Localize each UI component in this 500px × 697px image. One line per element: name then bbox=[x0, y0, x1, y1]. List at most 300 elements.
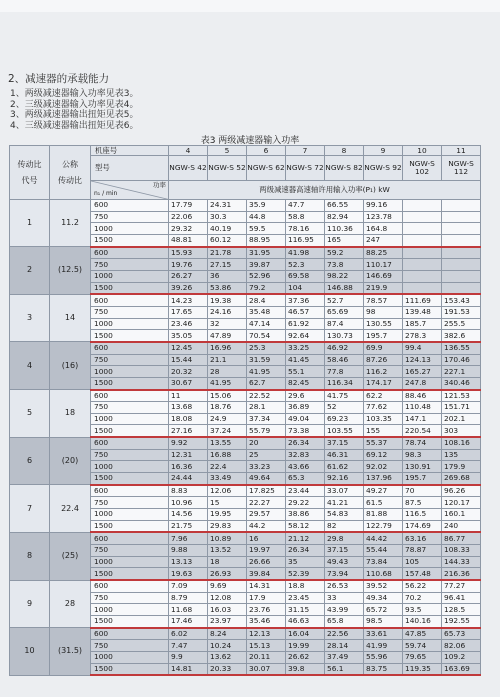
power-value-cell: 55.44 bbox=[364, 545, 403, 557]
power-value-cell: 87.5 bbox=[403, 497, 442, 509]
power-value-cell: 73.38 bbox=[286, 425, 325, 437]
power-value-cell: 219.9 bbox=[364, 282, 403, 294]
speed-cell: 1000 bbox=[91, 413, 169, 425]
power-value-cell: 62.2 bbox=[364, 390, 403, 402]
power-value-cell: 31.59 bbox=[247, 354, 286, 366]
power-value-cell: 70.2 bbox=[403, 592, 442, 604]
power-value-cell: 53.86 bbox=[208, 282, 247, 294]
power-value-cell: 92.64 bbox=[286, 330, 325, 342]
power-value-cell: 25.3 bbox=[247, 342, 286, 354]
nominal-header-line2: 传动比 bbox=[58, 175, 82, 185]
model-name: NGW-S 112 bbox=[442, 156, 481, 181]
power-value-cell: 111.69 bbox=[403, 294, 442, 306]
power-value-cell: 12.13 bbox=[247, 628, 286, 640]
power-value-cell: 33 bbox=[325, 592, 364, 604]
table-row bbox=[10, 485, 481, 497]
power-value-cell: 27.15 bbox=[208, 259, 247, 271]
power-value-cell: 14.56 bbox=[169, 509, 208, 521]
frame-number: 7 bbox=[286, 146, 325, 156]
speed-cell: 600 bbox=[91, 294, 169, 306]
power-value-cell: 130.91 bbox=[403, 461, 442, 473]
power-value-cell bbox=[442, 270, 481, 282]
power-value-cell: 99.4 bbox=[403, 342, 442, 354]
ratio-code-cell: 5 bbox=[10, 390, 50, 438]
nominal-ratio-cell: 11.2 bbox=[50, 200, 91, 247]
power-value-cell: 11.68 bbox=[169, 604, 208, 616]
power-value-cell: 52.96 bbox=[247, 270, 286, 282]
power-value-cell: 52 bbox=[325, 402, 364, 414]
power-value-cell: 43.99 bbox=[325, 604, 364, 616]
power-value-cell: 78.87 bbox=[403, 545, 442, 557]
power-value-cell: 13.62 bbox=[208, 651, 247, 663]
power-value-cell: 31.95 bbox=[247, 247, 286, 259]
power-value-cell: 146.88 bbox=[325, 282, 364, 294]
speed-cell: 1500 bbox=[91, 282, 169, 294]
power-value-cell: 29.8 bbox=[325, 532, 364, 544]
power-value-cell: 120.17 bbox=[442, 497, 481, 509]
power-value-cell: 81.88 bbox=[364, 509, 403, 521]
power-speed-diagonal-header bbox=[91, 181, 169, 200]
section-heading: 2、减速器的承载能力 bbox=[8, 73, 110, 85]
power-value-cell: 54.83 bbox=[325, 509, 364, 521]
top-margin bbox=[0, 0, 500, 12]
power-value-cell: 59.2 bbox=[325, 247, 364, 259]
power-value-cell: 15.13 bbox=[247, 640, 286, 652]
ratio-code-header bbox=[10, 146, 50, 200]
speed-cell: 1000 bbox=[91, 318, 169, 330]
power-value-cell: 16.04 bbox=[286, 628, 325, 640]
power-value-cell: 16.96 bbox=[208, 342, 247, 354]
power-value-cell: 79.2 bbox=[247, 282, 286, 294]
power-value-cell: 124.13 bbox=[403, 354, 442, 366]
power-value-cell: 33.23 bbox=[247, 461, 286, 473]
power-value-cell: 20.11 bbox=[247, 651, 286, 663]
power-value-cell: 12.06 bbox=[208, 485, 247, 497]
power-value-cell bbox=[403, 223, 442, 235]
power-value-cell: 103.55 bbox=[325, 425, 364, 437]
ratio-code-cell: 6 bbox=[10, 437, 50, 485]
speed-cell: 750 bbox=[91, 449, 169, 461]
speed-cell: 750 bbox=[91, 402, 169, 414]
power-value-cell: 110.17 bbox=[364, 259, 403, 271]
speed-cell: 750 bbox=[91, 592, 169, 604]
power-value-cell: 35 bbox=[286, 556, 325, 568]
nominal-ratio-cell: 22.4 bbox=[50, 485, 91, 533]
table-row bbox=[10, 390, 481, 402]
power-value-cell: 109.2 bbox=[442, 651, 481, 663]
power-value-cell: 17.65 bbox=[169, 306, 208, 318]
power-value-cell: 146.69 bbox=[364, 270, 403, 282]
power-value-cell: 55.37 bbox=[364, 437, 403, 449]
frame-number: 5 bbox=[208, 146, 247, 156]
power-value-cell: 98.5 bbox=[364, 615, 403, 627]
power-value-cell: 70 bbox=[403, 485, 442, 497]
power-value-cell: 39.8 bbox=[286, 663, 325, 675]
power-value-cell: 16 bbox=[247, 532, 286, 544]
power-value-cell: 47.7 bbox=[286, 200, 325, 212]
power-value-cell: 22.4 bbox=[208, 461, 247, 473]
power-value-cell: 37.49 bbox=[325, 651, 364, 663]
power-value-cell: 121.53 bbox=[442, 390, 481, 402]
speed-cell: 1000 bbox=[91, 604, 169, 616]
power-value-cell: 14.31 bbox=[247, 580, 286, 592]
model-name: NGW-S 82 bbox=[325, 156, 364, 181]
power-value-cell: 46.92 bbox=[325, 342, 364, 354]
power-value-cell: 382.6 bbox=[442, 330, 481, 342]
power-value-cell: 92.02 bbox=[364, 461, 403, 473]
power-value-cell: 39.26 bbox=[169, 282, 208, 294]
power-value-cell: 69.58 bbox=[286, 270, 325, 282]
power-value-cell bbox=[442, 223, 481, 235]
power-value-cell: 26.66 bbox=[247, 556, 286, 568]
power-value-cell: 165 bbox=[325, 234, 364, 246]
power-value-cell: 28 bbox=[208, 366, 247, 378]
power-value-cell: 8.83 bbox=[169, 485, 208, 497]
power-value-cell: 116.95 bbox=[286, 234, 325, 246]
speed-cell: 1500 bbox=[91, 615, 169, 627]
power-value-cell: 116.2 bbox=[364, 366, 403, 378]
power-value-cell: 22.52 bbox=[247, 390, 286, 402]
table-body bbox=[10, 200, 481, 676]
power-value-cell: 35.46 bbox=[247, 615, 286, 627]
frame-number: 8 bbox=[325, 146, 364, 156]
power-value-cell: 46.63 bbox=[286, 615, 325, 627]
power-value-cell: 9.69 bbox=[208, 580, 247, 592]
power-value-cell: 28.4 bbox=[247, 294, 286, 306]
power-value-cell: 58.46 bbox=[325, 354, 364, 366]
power-value-cell: 41.99 bbox=[364, 640, 403, 652]
power-value-cell: 17.825 bbox=[247, 485, 286, 497]
power-value-cell: 59.74 bbox=[403, 640, 442, 652]
power-value-cell: 44.2 bbox=[247, 520, 286, 532]
power-value-cell: 17.79 bbox=[169, 200, 208, 212]
nominal-ratio-header bbox=[50, 146, 91, 200]
power-value-cell: 87.26 bbox=[364, 354, 403, 366]
power-value-cell: 82.06 bbox=[442, 640, 481, 652]
power-value-cell: 99.16 bbox=[364, 200, 403, 212]
power-value-cell: 32 bbox=[208, 318, 247, 330]
power-value-cell: 15.06 bbox=[208, 390, 247, 402]
speed-cell: 1500 bbox=[91, 663, 169, 675]
power-value-cell: 26.62 bbox=[286, 651, 325, 663]
power-value-cell: 37.36 bbox=[286, 294, 325, 306]
power-value-cell: 123.78 bbox=[364, 211, 403, 223]
power-value-cell: 58.8 bbox=[286, 211, 325, 223]
power-value-cell: 59.5 bbox=[247, 223, 286, 235]
power-value-cell: 17.46 bbox=[169, 615, 208, 627]
power-value-cell: 22.06 bbox=[169, 211, 208, 223]
power-value-cell: 8.79 bbox=[169, 592, 208, 604]
power-value-cell: 19.38 bbox=[208, 294, 247, 306]
speed-cell: 750 bbox=[91, 545, 169, 557]
power-value-cell: 14.23 bbox=[169, 294, 208, 306]
power-value-cell: 41.21 bbox=[325, 497, 364, 509]
power-value-cell: 255.5 bbox=[442, 318, 481, 330]
power-value-cell bbox=[403, 200, 442, 212]
power-value-cell: 78.16 bbox=[286, 223, 325, 235]
nominal-ratio-cell: 28 bbox=[50, 580, 91, 628]
power-value-cell: 28.1 bbox=[247, 402, 286, 414]
note-item: 2、三级减速器输入功率见表4。 bbox=[10, 99, 139, 110]
power-value-cell: 39.87 bbox=[247, 259, 286, 271]
power-value-cell: 23.44 bbox=[286, 485, 325, 497]
power-value-cell: 82 bbox=[325, 520, 364, 532]
power-value-cell: 22.56 bbox=[325, 628, 364, 640]
power-value-cell: 82.45 bbox=[286, 377, 325, 389]
power-value-cell: 19.99 bbox=[286, 640, 325, 652]
speed-cell: 1500 bbox=[91, 234, 169, 246]
power-value-cell: 163.69 bbox=[442, 663, 481, 675]
power-value-cell: 6.02 bbox=[169, 628, 208, 640]
power-value-cell: 78.57 bbox=[364, 294, 403, 306]
power-value-cell: 33.25 bbox=[286, 342, 325, 354]
power-value-cell: 170.46 bbox=[442, 354, 481, 366]
power-value-cell: 73.94 bbox=[325, 568, 364, 580]
power-value-cell: 19.95 bbox=[208, 509, 247, 521]
header-row-frame bbox=[10, 146, 481, 156]
power-value-cell: 35.9 bbox=[247, 200, 286, 212]
power-value-cell: 24.16 bbox=[208, 306, 247, 318]
power-value-cell: 110.48 bbox=[403, 402, 442, 414]
speed-cell: 600 bbox=[91, 532, 169, 544]
power-value-cell: 140.16 bbox=[403, 615, 442, 627]
power-value-cell: 165.27 bbox=[403, 366, 442, 378]
power-value-cell: 155 bbox=[364, 425, 403, 437]
power-value-cell: 77.8 bbox=[325, 366, 364, 378]
power-value-cell: 39.52 bbox=[364, 580, 403, 592]
power-value-cell: 38.86 bbox=[286, 509, 325, 521]
power-value-cell: 49.43 bbox=[325, 556, 364, 568]
power-value-cell: 23.46 bbox=[169, 318, 208, 330]
power-value-cell: 15 bbox=[208, 497, 247, 509]
speed-cell: 750 bbox=[91, 640, 169, 652]
power-value-cell: 87.4 bbox=[325, 318, 364, 330]
speed-cell: 1000 bbox=[91, 651, 169, 663]
power-value-cell: 16.03 bbox=[208, 604, 247, 616]
speed-cell: 1000 bbox=[91, 509, 169, 521]
power-value-cell bbox=[403, 234, 442, 246]
power-value-cell: 20.32 bbox=[169, 366, 208, 378]
table-caption: 表3 两级减速器输入功率 bbox=[200, 136, 300, 146]
power-value-cell: 12.31 bbox=[169, 449, 208, 461]
table-row bbox=[10, 532, 481, 544]
power-value-cell: 33.07 bbox=[325, 485, 364, 497]
speed-cell: 600 bbox=[91, 247, 169, 259]
power-value-cell: 82.94 bbox=[325, 211, 364, 223]
power-table-wrap bbox=[9, 145, 481, 692]
power-value-cell: 41.75 bbox=[325, 390, 364, 402]
power-value-cell: 39.84 bbox=[247, 568, 286, 580]
power-value-cell: 29.83 bbox=[208, 520, 247, 532]
power-value-cell: 55.79 bbox=[247, 425, 286, 437]
power-value-cell: 147.1 bbox=[403, 413, 442, 425]
power-value-cell: 247.8 bbox=[403, 377, 442, 389]
speed-cell: 600 bbox=[91, 437, 169, 449]
table-row bbox=[10, 200, 481, 212]
power-value-cell: 23.45 bbox=[286, 592, 325, 604]
power-value-cell: 18.76 bbox=[208, 402, 247, 414]
power-value-cell: 108.33 bbox=[442, 545, 481, 557]
power-value-cell: 216.36 bbox=[442, 568, 481, 580]
power-value-cell: 247 bbox=[364, 234, 403, 246]
power-value-cell: 20 bbox=[247, 437, 286, 449]
power-value-cell: 18.08 bbox=[169, 413, 208, 425]
power-value-cell: 9.92 bbox=[169, 437, 208, 449]
power-value-cell: 35.48 bbox=[247, 306, 286, 318]
power-value-cell: 26.27 bbox=[169, 270, 208, 282]
power-value-cell: 19.63 bbox=[169, 568, 208, 580]
nominal-ratio-cell: (31.5) bbox=[50, 628, 91, 676]
power-value-cell: 135 bbox=[442, 449, 481, 461]
frame-number: 11 bbox=[442, 146, 481, 156]
model-name: NGW-S 102 bbox=[403, 156, 442, 181]
power-value-cell bbox=[442, 259, 481, 271]
power-value-cell: 20.33 bbox=[208, 663, 247, 675]
power-value-cell: 44.42 bbox=[364, 532, 403, 544]
power-value-cell: 46.57 bbox=[286, 306, 325, 318]
power-value-cell: 19.97 bbox=[247, 545, 286, 557]
speed-cell: 1500 bbox=[91, 520, 169, 532]
power-value-cell: 43.66 bbox=[286, 461, 325, 473]
speed-cell: 600 bbox=[91, 390, 169, 402]
frame-number: 6 bbox=[247, 146, 286, 156]
power-value-cell: 52.3 bbox=[286, 259, 325, 271]
speed-unit-label: n₁ / min bbox=[94, 190, 118, 197]
speed-cell: 750 bbox=[91, 259, 169, 271]
nominal-ratio-cell: 14 bbox=[50, 294, 91, 342]
power-value-cell: 15.93 bbox=[169, 247, 208, 259]
power-value-cell: 23.97 bbox=[208, 615, 247, 627]
power-value-cell: 14.81 bbox=[169, 663, 208, 675]
power-value-cell bbox=[403, 270, 442, 282]
power-value-cell: 195.7 bbox=[364, 330, 403, 342]
power-value-cell: 30.3 bbox=[208, 211, 247, 223]
power-value-cell: 49.27 bbox=[364, 485, 403, 497]
power-value-cell: 116.34 bbox=[325, 377, 364, 389]
power-value-cell bbox=[403, 259, 442, 271]
ratio-code-cell: 2 bbox=[10, 247, 50, 295]
power-value-cell: 227.1 bbox=[442, 366, 481, 378]
power-value-cell: 11 bbox=[169, 390, 208, 402]
power-value-cell: 73.84 bbox=[364, 556, 403, 568]
nominal-header-line1: 公称 bbox=[62, 159, 78, 169]
table-row bbox=[10, 437, 481, 449]
power-value-cell: 31.15 bbox=[286, 604, 325, 616]
power-value-cell: 88.25 bbox=[364, 247, 403, 259]
power-value-cell: 70.54 bbox=[247, 330, 286, 342]
power-value-cell: 30.67 bbox=[169, 377, 208, 389]
power-value-cell: 24.44 bbox=[169, 473, 208, 485]
speed-cell: 750 bbox=[91, 211, 169, 223]
power-value-cell: 103.35 bbox=[364, 413, 403, 425]
power-value-cell: 21.75 bbox=[169, 520, 208, 532]
power-value-cell: 24.31 bbox=[208, 200, 247, 212]
power-value-cell: 79.65 bbox=[403, 651, 442, 663]
power-value-cell: 22.27 bbox=[247, 497, 286, 509]
power-table bbox=[9, 145, 481, 676]
power-value-cell bbox=[403, 211, 442, 223]
power-label: 功率 bbox=[153, 181, 166, 189]
power-value-cell: 29.22 bbox=[286, 497, 325, 509]
power-value-cell: 44.8 bbox=[247, 211, 286, 223]
power-value-cell: 130.73 bbox=[325, 330, 364, 342]
speed-cell: 1500 bbox=[91, 377, 169, 389]
power-value-cell: 65.72 bbox=[364, 604, 403, 616]
power-value-cell: 37.15 bbox=[325, 545, 364, 557]
power-value-cell: 104 bbox=[286, 282, 325, 294]
ratio-code-cell: 7 bbox=[10, 485, 50, 533]
power-value-cell: 24.9 bbox=[208, 413, 247, 425]
power-value-cell: 18.8 bbox=[286, 580, 325, 592]
power-value-cell: 13.68 bbox=[169, 402, 208, 414]
frame-number: 4 bbox=[169, 146, 208, 156]
power-value-cell: 144.33 bbox=[442, 556, 481, 568]
power-value-cell: 174.17 bbox=[364, 377, 403, 389]
power-value-cell: 88.46 bbox=[403, 390, 442, 402]
power-value-cell: 61.92 bbox=[286, 318, 325, 330]
power-value-cell: 66.55 bbox=[325, 200, 364, 212]
power-value-cell: 340.46 bbox=[442, 377, 481, 389]
power-value-cell: 78.74 bbox=[403, 437, 442, 449]
power-value-cell: 26.34 bbox=[286, 545, 325, 557]
power-value-cell: 41.95 bbox=[247, 366, 286, 378]
power-value-cell: 105 bbox=[403, 556, 442, 568]
speed-cell: 600 bbox=[91, 200, 169, 212]
power-value-cell: 137.96 bbox=[364, 473, 403, 485]
power-value-cell bbox=[442, 211, 481, 223]
notes-list bbox=[10, 89, 138, 131]
power-value-cell: 37.15 bbox=[325, 437, 364, 449]
power-value-cell: 9.9 bbox=[169, 651, 208, 663]
model-name: NGW-S 72 bbox=[286, 156, 325, 181]
power-value-cell: 8.24 bbox=[208, 628, 247, 640]
model-name: NGW-S 62 bbox=[247, 156, 286, 181]
power-value-cell: 88.95 bbox=[247, 234, 286, 246]
power-value-cell: 10.24 bbox=[208, 640, 247, 652]
power-value-cell: 61.62 bbox=[325, 461, 364, 473]
power-value-cell: 36 bbox=[208, 270, 247, 282]
power-value-cell: 40.19 bbox=[208, 223, 247, 235]
power-value-cell: 130.55 bbox=[364, 318, 403, 330]
power-value-cell: 65.69 bbox=[325, 306, 364, 318]
power-value-cell bbox=[442, 282, 481, 294]
power-value-cell: 61.5 bbox=[364, 497, 403, 509]
power-value-cell: 7.09 bbox=[169, 580, 208, 592]
power-value-cell: 63.16 bbox=[403, 532, 442, 544]
power-value-cell: 10.96 bbox=[169, 497, 208, 509]
power-value-cell: 69.23 bbox=[325, 413, 364, 425]
power-value-cell: 47.85 bbox=[403, 628, 442, 640]
power-value-cell: 65.73 bbox=[442, 628, 481, 640]
power-value-cell: 13.52 bbox=[208, 545, 247, 557]
power-value-cell: 30.07 bbox=[247, 663, 286, 675]
power-value-cell: 65.8 bbox=[325, 615, 364, 627]
power-value-cell: 77.62 bbox=[364, 402, 403, 414]
ratio-code-header-line1: 传动比 bbox=[17, 159, 42, 169]
ratio-code-cell: 10 bbox=[10, 628, 50, 676]
frame-number: 9 bbox=[364, 146, 403, 156]
power-value-cell: 69.12 bbox=[364, 449, 403, 461]
speed-cell: 1500 bbox=[91, 425, 169, 437]
power-value-cell: 41.45 bbox=[286, 354, 325, 366]
power-value-cell: 49.34 bbox=[364, 592, 403, 604]
power-value-cell: 77.27 bbox=[442, 580, 481, 592]
power-value-cell: 49.64 bbox=[247, 473, 286, 485]
speed-cell: 600 bbox=[91, 342, 169, 354]
ratio-code-header-line2: 代号 bbox=[21, 175, 38, 185]
power-value-cell: 62.7 bbox=[247, 377, 286, 389]
power-value-cell bbox=[442, 234, 481, 246]
